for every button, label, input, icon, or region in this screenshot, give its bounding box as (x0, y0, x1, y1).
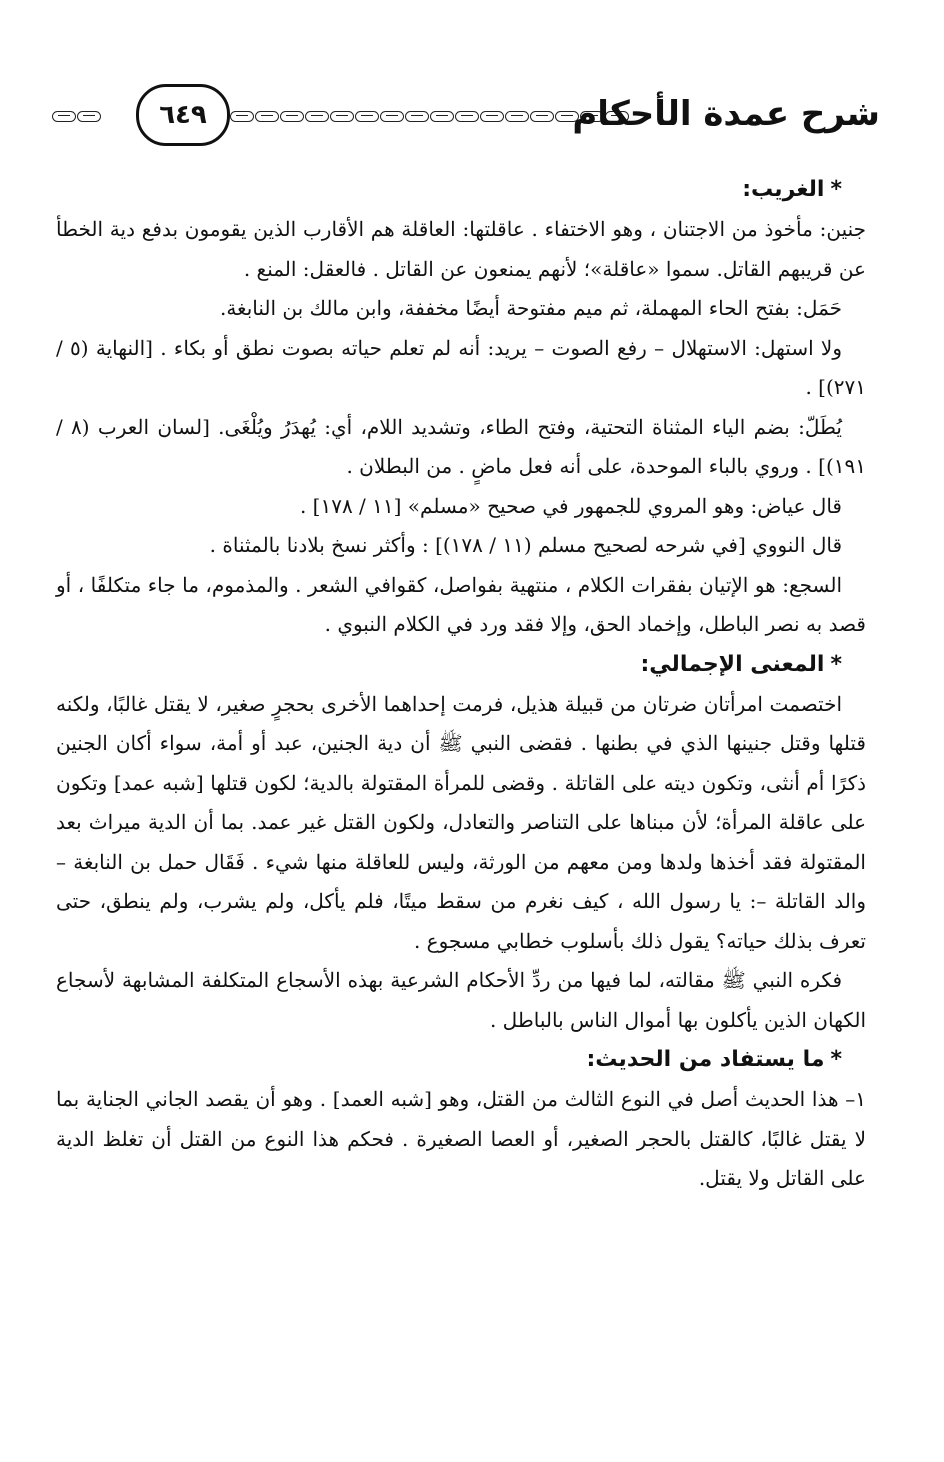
paragraph: اختصمت امرأتان ضرتان من قبيلة هذيل، فرمت إحداهما الأخرى بحجرٍ صغير، لا يقتل غالبًا، ولكنه قتلها وقتل جنينها الذي في بطنها . فقضى النبي ﷺ أن دية الجنين، عبد أو أمة، سواء أكان الجنين ذكرًا أم أنثى، وتكون ديته على القاتلة . وقضى للمرأة المقتولة بالدية؛ لكون قتلها [شبه عمد] وتكون على عاقلة المرأة؛ لأن مبناها على التناصر والتعادل، ولكون القتل غير عمد. بما أن الدية ميراث بعد المقتولة فقد أخذها ولدها ومن معهم من الورثة، وليس للعاقلة منها شيء . فَقَال حمل بن النابغة – والد القاتلة –: يا رسول الله ، كيف نغرم من سقط ميتًا، فلم يأكل، ولم يشرب، ولم ينطق، حتى تعرف بذلك حياته؟ يقول ذلك بأسلوب خطابي مسجوع . (56, 691, 866, 953)
paragraph: يُطَلّ: بضم الياء المثناة التحتية، وفتح الطاء، وتشديد اللام، أي: يُهدَرُ ويُلْغَى. [لسان العرب (٨ / ١٩١)] . وروي بالباء الموحدة، على أنه فعل ماضٍ . من البطلان . (56, 414, 866, 478)
page-header (40, 84, 880, 148)
page-number: ٦٤٩ (136, 84, 230, 146)
paragraph: ولا استهل: الاستهلال – رفع الصوت – يريد: أنه لم تعلم حياته بصوت نطق أو بكاء . [النهاية (٥ / ٢٧١)] . (56, 335, 866, 399)
paragraph: جنين: مأخوذ من الاجتنان ، وهو الاختفاء . عاقلتها: العاقلة هم الأقارب الذين يقومون بدفع دية الخطأ عن قريبهم القاتل. سموا «عاقلة»؛ لأنهم يمنعون عن القاتل . فالعقل: المنع . (56, 217, 866, 281)
chain-link (405, 111, 429, 122)
paragraph: قال عياض: وهو المروي للجمهور في صحيح «مسلم» [١١ / ١٧٨] . (299, 493, 842, 518)
chain-link (380, 111, 404, 122)
chain-link (280, 111, 304, 122)
paragraph: قال النووي [في شرحه لصحيح مسلم (١١ / ١٧٨)] : وأكثر نسخ بلادنا بالمثناة . (209, 533, 842, 557)
chain-link (255, 111, 279, 122)
chain-link (455, 111, 479, 122)
decorative-chain-left (52, 111, 112, 125)
paragraph: ١– هذا الحديث أصل في النوع الثالث من القتل، وهو [شبه العمد] . وهو أن يقصد الجاني الجناية بما لا يقتل غالبًا، كالقتل بالحجر الصغير، أو العصا الصغيرة . فحكم هذا النوع من القتل أن تغلظ الدية على القاتل ولا يقتل. (56, 1087, 866, 1190)
star-icon: * (830, 1047, 842, 1072)
section-heading-fawaid (56, 1040, 866, 1080)
chain-link (230, 111, 254, 122)
star-icon: * (830, 177, 842, 202)
paragraph: فكره النبي ﷺ مقالته، لما فيها من ردِّ الأحكام الشرعية بهذه الأسجاع المتكلفة المشابهة لأسجاع الكهان الذين يأكلون بها أموال الناس بالباطل . (56, 968, 866, 1032)
paragraph: حَمَل: بفتح الحاء المهملة، ثم ميم مفتوحة أيضًا مخففة، وابن مالك بن النابغة. (219, 296, 842, 320)
chain-link (355, 111, 379, 122)
section-heading-maana (56, 645, 866, 685)
chain-link (52, 111, 76, 122)
section-heading-gharib (56, 170, 866, 210)
book-title: شرح عمدة الأحكام (572, 94, 880, 134)
chain-link (530, 111, 554, 122)
heading-text: المعنى الإجمالي: (640, 651, 825, 677)
chain-link (77, 111, 101, 122)
chain-link (430, 111, 454, 122)
chain-link (505, 111, 529, 122)
chain-link (480, 111, 504, 122)
heading-text: ما يستفاد من الحديث: (586, 1047, 825, 1072)
star-icon: * (830, 651, 842, 677)
page-content (56, 170, 866, 1199)
chain-link (330, 111, 354, 122)
heading-text: الغريب: (742, 177, 825, 202)
paragraph: السجع: هو الإتيان بفقرات الكلام ، منتهية بفواصل، كقوافي الشعر . والمذموم، ما جاء متكلفًا ، أو قصد به نصر الباطل، وإخماد الحق، وإلا فقد ورد في الكلام النبوي . (56, 572, 866, 636)
chain-link (305, 111, 329, 122)
